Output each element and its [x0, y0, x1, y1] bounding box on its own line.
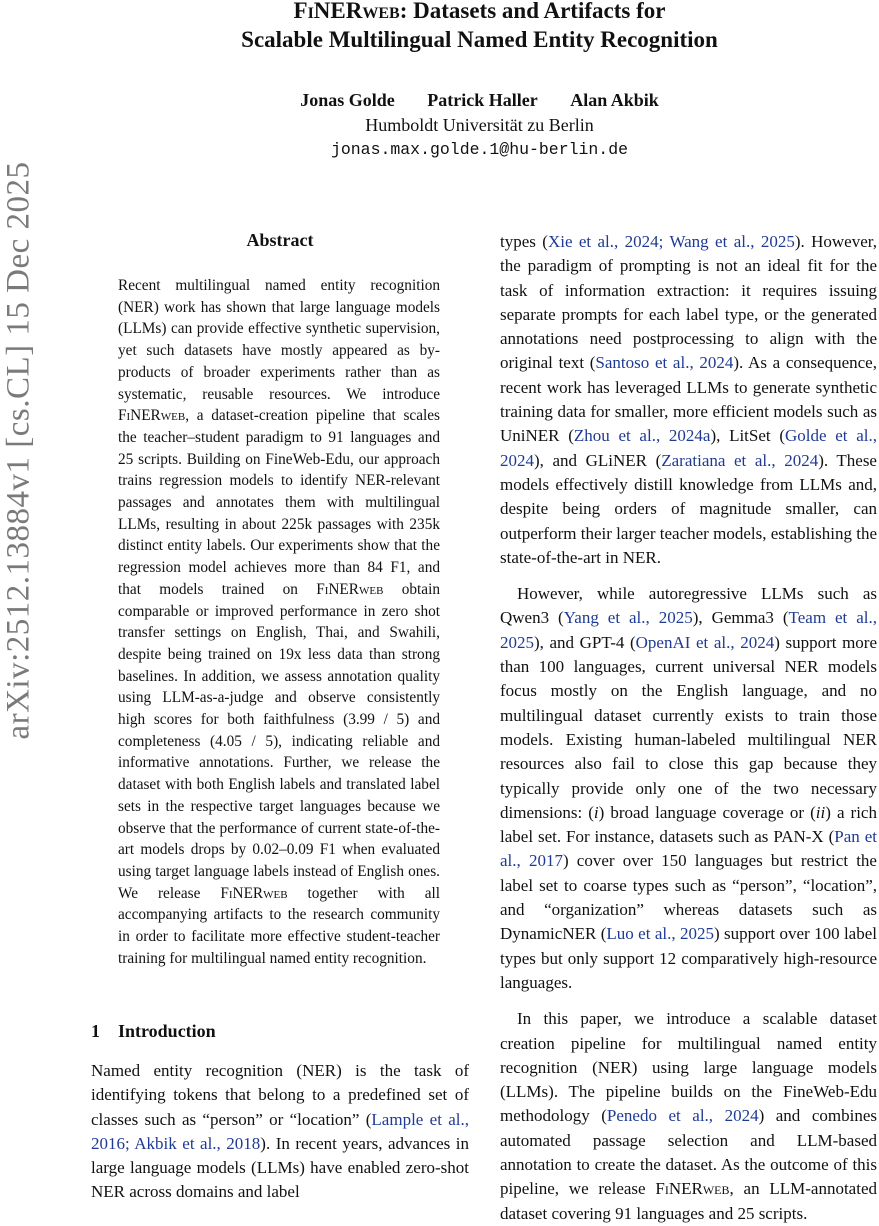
author-name: Alan Akbik [570, 90, 659, 110]
citation-link[interactable]: Lample et al., 2016; Akbik et al., 2018 [91, 1109, 469, 1153]
dataset-name: FiNERweb [655, 1179, 730, 1199]
body-text: ) support more than 100 languages, current universal NER models focus mostly on the English language, and no multilingual dataset currently exists to train those models. Existing human-labeled multilingual NER resources also fail to close this gap because they typically provide only one of the two necessary dimensions: ( [500, 632, 877, 822]
dataset-name: FiNERweb [316, 580, 384, 598]
abstract-text: together with all accompanying artifacts to the research community in order to facilitate more effective student-teacher training for multilingual named entity recognition. [118, 884, 441, 967]
body-text: ) cover over 150 languages but restrict the label set to coarse types such as “person”, “location”, and “organization” whereas datasets such as DynamicNER ( [500, 851, 877, 944]
enum-marker: i [593, 802, 599, 822]
author-name: Jonas Golde [300, 90, 395, 110]
paragraph [500, 1007, 877, 1226]
body-text: In this paper, we introduce a scalable dataset creation pipeline for multilingual named entity recognition (NER) using large language models (LLMs). The pipeline builds on the FineWeb-Edu methodology ( [500, 1009, 877, 1126]
citation-link[interactable]: Penedo et al., 2024 [606, 1106, 759, 1126]
abstract-text: , a dataset-creation pipeline that scales the teacher–student paradigm to 91 languages and 25 scripts. Building on FineWeb-Edu, our approach trains regression models to identify NER-relevant passages and annotates them with multilingual LLMs, resulting in about 225k passages with 235k distinct entity labels. Our experiments show that the regression model achieves more than 84 F1, and that models trained on [118, 407, 440, 598]
body-text: Named entity recognition (NER) is the task of identifying tokens that belong to a predefined set of classes such as “person” or “location” ( [91, 1061, 469, 1129]
body-text: ) broad language coverage or ( [598, 802, 816, 822]
section-heading-introduction [91, 1021, 216, 1042]
author-list [80, 90, 879, 111]
body-text: ). These models effectively distill knowledge from LLMs and, despite being orders of magnitude smaller, can outperform their larger teacher models, establishing the state-of-the-art in NER. [500, 450, 877, 567]
abstract-body [118, 275, 440, 970]
body-text: ), and GPT-4 ( [534, 632, 636, 652]
citation-link[interactable]: Yang et al., 2025 [563, 608, 693, 628]
citation-link[interactable]: Zhou et al., 2024a [573, 426, 711, 446]
paragraph [91, 1059, 469, 1205]
citation-link[interactable]: Golde et al., 2024 [500, 426, 877, 470]
body-text: ), and GLiNER ( [534, 450, 662, 470]
citation-link[interactable]: Team et al., 2025 [500, 608, 877, 652]
affiliation: Humboldt Universität zu Berlin [365, 115, 594, 135]
body-text: types ( [500, 232, 548, 251]
section-title: Introduction [118, 1021, 216, 1041]
dataset-name: FiNERweb [118, 407, 186, 425]
author-name: Patrick Haller [427, 90, 538, 110]
author-email: jonas.max.golde.1@hu-berlin.de [330, 140, 629, 159]
body-text: ) and combines automated passage selection and LLM-based annotation to create the dataset. As the outcome of this pipeline, we release [500, 1106, 877, 1199]
arxiv-side-stamp [0, 0, 40, 900]
title-line-2: Scalable Multilingual Named Entity Recognition [241, 27, 718, 52]
body-text: However, while autoregressive LLMs such as Qwen3 ( [500, 584, 877, 628]
body-text: ) a rich label set. For instance, datasets such as PAN-X ( [500, 802, 877, 847]
citation-link[interactable]: OpenAI et al., 2024 [635, 632, 775, 652]
dataset-name: FiNERweb [293, 0, 400, 23]
title-line-1 [80, 0, 879, 25]
citation-link[interactable]: Xie et al., 2024; Wang et al., 2025 [547, 232, 795, 251]
body-text: ). As a consequence, recent work has leveraged LLMs to generate synthetic training data for smaller, more efficient models such as UniNER ( [500, 353, 877, 446]
title-line-1-text: : Datasets and Artifacts for [399, 0, 666, 23]
abstract-heading: Abstract [246, 230, 314, 250]
enum-marker: ii [815, 802, 826, 822]
abstract-text: obtain comparable or improved performance in zero shot transfer settings on English, Thai, and Swahili, despite being trained on 19x less data than strong baselines. In addition, we assess annotation quality using LLM-as-a-judge and observe consistently high scores for both faithfulness (3.99 / 5) and completeness (4.05 / 5), indicating reliable and informative annotations. Further, we release the dataset with both English labels and translated label sets in the respective target languages because we observe that the performance of current state-of-the-art models drops by 0.02–0.09 F1 when evaluated using target language labels instead of English ones. We release [118, 580, 440, 902]
abstract-text: Recent multilingual named entity recognition (NER) work has shown that large language models (LLMs) can provide effective synthetic supervision, yet such datasets have mostly appeared as by-products of broader experiments rather than as systematic, reusable resources. We introduce [118, 277, 440, 403]
citation-link[interactable]: Pan et al., 2017 [500, 827, 877, 871]
intro-right-column [500, 230, 877, 1226]
dataset-name: FiNERweb [220, 884, 288, 902]
arxiv-identifier: arXiv:2512.13884v1 [cs.CL] 15 Dec 2025 [0, 160, 37, 740]
citation-link[interactable]: Zaratiana et al., 2024 [661, 450, 819, 470]
body-text: ), LitSet ( [710, 426, 785, 446]
body-text: ). In recent years, advances in large language models (LLMs) have enabled zero-shot NER across domains and label [91, 1133, 469, 1202]
citation-link[interactable]: Santoso et al., 2024 [595, 353, 734, 373]
section-number: 1 [91, 1021, 100, 1041]
paragraph [500, 230, 877, 570]
body-text: ) support over 100 label types but only support 12 comparatively high-resource languages. [500, 924, 877, 992]
paper-title [80, 0, 879, 54]
paragraph [500, 582, 877, 995]
body-text: , an LLM-annotated dataset covering 91 languages and 25 scripts. [500, 1179, 877, 1223]
citation-link[interactable]: Luo et al., 2025 [606, 924, 714, 944]
intro-left-column [91, 1059, 469, 1205]
body-text: ), Gemma3 ( [692, 608, 789, 628]
body-text: ). However, the paradigm of prompting is not an ideal fit for the task of information extraction: it requires issuing separate prompts for each label type, or the generated annotations need postprocessing to align with the original text ( [500, 232, 878, 373]
